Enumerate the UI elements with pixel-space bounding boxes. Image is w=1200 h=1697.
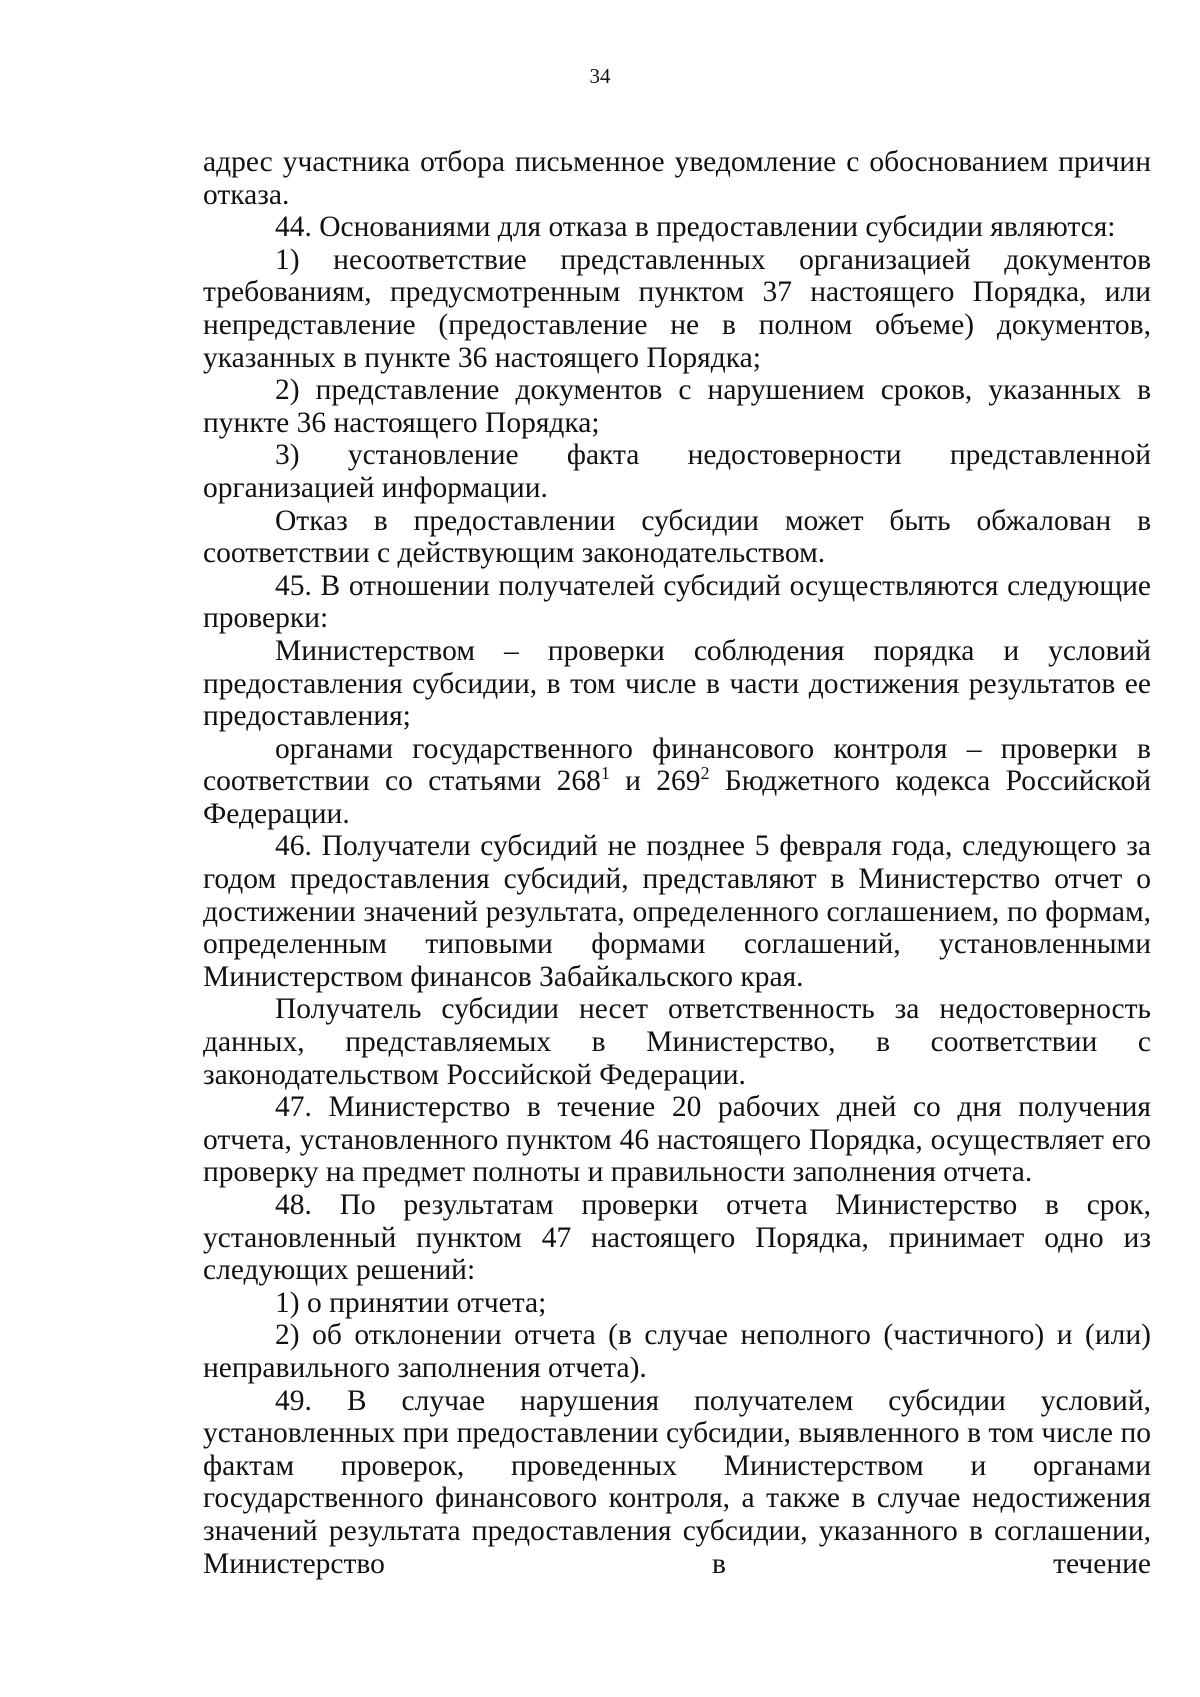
paragraph-49: 49. В случае нарушения получателем субсидии условий, установленных при предоставлении субсидии, выявленного в том числе по фактам проверок, проведенных Министерством и органами государственного финансового контроля, а также в случае недостижения значений результата предоставления субсидии, указанного в соглашении, Министерство в течение bbox=[203, 1384, 1151, 1580]
document-body bbox=[203, 146, 1151, 1580]
paragraph-45-heading: 45. В отношении получателей субсидий осуществляются следующие проверки: bbox=[203, 569, 1151, 635]
control-checks-text-before: органами государственного финансового контроля – проверки в соответствии со статьями 268 bbox=[203, 732, 1151, 798]
article-268-superscript: 1 bbox=[600, 763, 610, 784]
paragraph-46-responsibility: Получатель субсидии несет ответственность за недостоверность данных, представляемых в Министерство, в соответствии с законодательством Российской Федерации. bbox=[203, 993, 1151, 1091]
page-number: 34 bbox=[589, 64, 611, 88]
paragraph-48-heading: 48. По результатам проверки отчета Министерство в срок, установленный пунктом 47 настоящего Порядка, принимает одно из следующих решений: bbox=[203, 1189, 1151, 1287]
control-checks-text-after: Бюджетного кодекса Российской Федерации. bbox=[203, 765, 1151, 830]
paragraph-46: 46. Получатели субсидий не позднее 5 февраля года, следующего за годом предоставления субсидий, представляют в Министерство отчет о достижении значений результата, определенного соглашением, по формам, определенным типовыми формами соглашений, установленными Министерством финансов Забайкальского края. bbox=[203, 830, 1151, 993]
paragraph-continuation: адрес участника отбора письменное уведомление с обоснованием причин отказа. bbox=[203, 146, 1151, 211]
paragraph-45-control-checks bbox=[203, 733, 1151, 831]
paragraph-44-appeal: Отказ в предоставлении субсидии может быть обжалован в соответствии с действующим законодательством. bbox=[203, 504, 1151, 570]
paragraph-44-heading: 44. Основаниями для отказа в предоставлении субсидии являются: bbox=[275, 211, 1116, 244]
paragraph-48-item-1: 1) о принятии отчета; bbox=[275, 1286, 547, 1319]
paragraph-44-item-3: 3) установление факта недостоверности представленной организацией информации. bbox=[203, 439, 1151, 504]
control-checks-text-middle: и 269 bbox=[609, 765, 701, 798]
paragraph-47: 47. Министерство в течение 20 рабочих дней со дня получения отчета, установленного пунктом 46 настоящего Порядка, осуществляет его проверку на предмет полноты и правильности заполнения отчета. bbox=[203, 1091, 1151, 1189]
paragraph-44-item-2: 2) представление документов с нарушением сроков, указанных в пункте 36 настоящего Порядка; bbox=[203, 374, 1151, 439]
paragraph-45-ministry-checks: Министерством – проверки соблюдения порядка и условий предоставления субсидии, в том числе в части достижения результатов ее предоставления; bbox=[203, 634, 1151, 733]
article-269-superscript: 2 bbox=[700, 763, 710, 784]
paragraph-44-item-1: 1) несоответствие представленных организацией документов требованиям, предусмотренным пунктом 37 настоящего Порядка, или непредставление (предоставление не в полном объеме) документов, указанных в пункте 36 настоящего Порядка; bbox=[203, 243, 1151, 374]
paragraph-48-item-2: 2) об отклонении отчета (в случае неполного (частичного) и (или) неправильного заполнения отчета). bbox=[203, 1319, 1151, 1384]
